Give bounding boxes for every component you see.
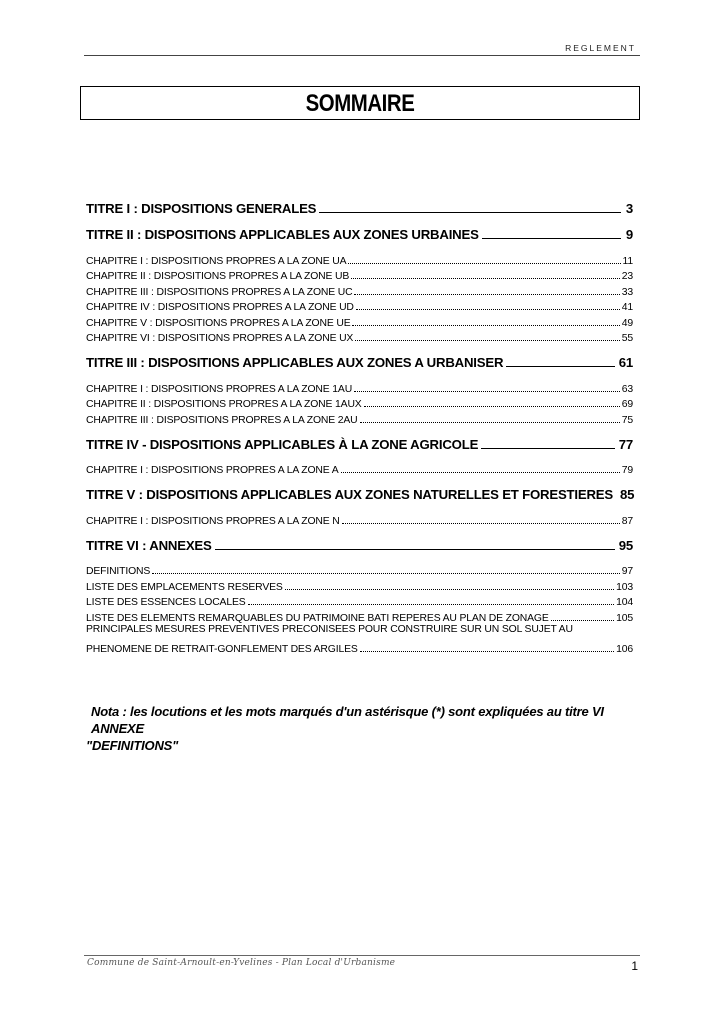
dotted-leader [356, 309, 620, 310]
leader-line [319, 212, 621, 213]
toc-annexe-entry-line1[interactable] [86, 624, 633, 640]
dotted-leader [364, 406, 620, 407]
table-of-contents [86, 198, 633, 655]
toc-page-number: 63 [621, 383, 633, 395]
dotted-leader [285, 589, 614, 590]
toc-titre-label: TITRE VI : ANNEXES [86, 537, 212, 553]
toc-chapitre[interactable] [86, 379, 633, 395]
toc-chapitre[interactable] [86, 395, 633, 411]
note-line-1: Nota : les locutions et les mots marqués d'un astérisque (*) sont expliquées au titre VI ANNEXE [91, 704, 604, 736]
dotted-leader [152, 573, 620, 574]
toc-annexe-entry[interactable] [86, 608, 633, 624]
footer-rule [84, 955, 640, 956]
toc-annexe-entry[interactable] [86, 639, 633, 655]
toc-page-number: 69 [621, 399, 633, 410]
toc-page-number: 9 [625, 227, 633, 242]
toc-chapitre-label: CHAPITRE IV : DISPOSITIONS PROPRES A LA ZONE UD [86, 302, 354, 313]
toc-page-number: 33 [621, 286, 633, 298]
dotted-leader [348, 263, 620, 264]
toc-titre-4[interactable] [86, 434, 633, 452]
toc-annexe-entry[interactable] [86, 577, 633, 593]
toc-titre-label: TITRE V : DISPOSITIONS APPLICABLES AUX ZONES NATURELLES ET FORESTIERES [86, 487, 613, 502]
toc-page-number: 85 [619, 487, 635, 502]
toc-chapitre-label: CHAPITRE II : DISPOSITIONS PROPRES A LA ZONE UB [86, 271, 350, 282]
toc-page-number: 87 [621, 515, 633, 527]
toc-page-number: 95 [618, 537, 633, 553]
toc-chapitre-label: CHAPITRE I : DISPOSITIONS PROPRES A LA ZONE A [86, 465, 339, 476]
dotted-leader [341, 472, 620, 473]
toc-page-number: 79 [621, 465, 633, 476]
toc-entry-label: LISTE DES ESSENCES LOCALES [86, 597, 246, 608]
toc-entry-label: DEFINITIONS [86, 566, 151, 577]
toc-entry-label: LISTE DES EMPLACEMENTS RESERVES [86, 581, 283, 593]
toc-titre-6[interactable] [86, 535, 633, 553]
toc-annexe-entry[interactable] [86, 562, 633, 578]
toc-page-number: 103 [616, 581, 633, 593]
header-rule [84, 55, 640, 56]
toc-page-number: 23 [621, 271, 633, 282]
page-title: SOMMAIRE [305, 90, 415, 117]
leader-line [506, 366, 614, 367]
footer-text: Commune de Saint-Arnoult-en-Yvelines - Plan Local d'Urbanisme [87, 958, 396, 968]
toc-entry-label: PRINCIPALES MESURES PREVENTIVES PRECONISEES POUR CONSTRUIRE SUR UN SOL SUJET AU [86, 623, 573, 635]
toc-chapitre-label: CHAPITRE VI : DISPOSITIONS PROPRES A LA ZONE UX [86, 333, 354, 344]
toc-page-number: 77 [618, 436, 633, 452]
toc-annexe-entry[interactable] [86, 593, 633, 609]
title-box [80, 86, 640, 120]
toc-page-number: 55 [621, 333, 633, 344]
toc-chapitre[interactable] [86, 313, 633, 329]
toc-chapitre[interactable] [86, 251, 633, 267]
toc-titre-1[interactable] [86, 198, 633, 216]
nota-note [86, 703, 651, 754]
header-label: REGLEMENT [565, 43, 636, 53]
toc-chapitre-label: CHAPITRE V : DISPOSITIONS PROPRES A LA ZONE UE [86, 317, 351, 329]
dotted-leader [342, 523, 620, 524]
page-number: 1 [631, 959, 638, 973]
toc-page-number: 104 [616, 597, 633, 608]
note-line-2: "DEFINITIONS" [86, 738, 179, 753]
dotted-leader [551, 620, 614, 621]
dotted-leader [248, 604, 615, 605]
toc-chapitre-label: CHAPITRE III : DISPOSITIONS PROPRES A LA ZONE UC [86, 286, 353, 298]
toc-titre-3[interactable] [86, 352, 633, 370]
toc-titre-label: TITRE II : DISPOSITIONS APPLICABLES AUX ZONES URBAINES [86, 227, 479, 242]
toc-titre-label: TITRE I : DISPOSITIONS GENERALES [86, 201, 317, 216]
toc-chapitre[interactable] [86, 282, 633, 298]
dotted-leader [354, 294, 619, 295]
toc-titre-label: TITRE IV - DISPOSITIONS APPLICABLES À LA ZONE AGRICOLE [86, 436, 479, 452]
dotted-leader [354, 391, 620, 392]
toc-chapitre[interactable] [86, 511, 633, 527]
toc-chapitre[interactable] [86, 298, 633, 314]
toc-chapitre-label: CHAPITRE I : DISPOSITIONS PROPRES A LA ZONE N [86, 515, 340, 527]
dotted-leader [351, 278, 620, 279]
toc-entry-label: PHENOMENE DE RETRAIT-GONFLEMENT DES ARGILES [86, 643, 358, 655]
toc-chapitre-label: CHAPITRE I : DISPOSITIONS PROPRES A LA ZONE 1AU [86, 383, 353, 395]
toc-titre-label: TITRE III : DISPOSITIONS APPLICABLES AUX ZONES A URBANISER [86, 355, 504, 370]
toc-chapitre[interactable] [86, 461, 633, 477]
dotted-leader [352, 325, 619, 326]
toc-page-number: 41 [621, 302, 633, 313]
dotted-leader [360, 422, 620, 423]
toc-titre-5[interactable] [86, 484, 633, 502]
toc-chapitre-label: CHAPITRE III : DISPOSITIONS PROPRES A LA ZONE 2AU [86, 414, 358, 426]
dotted-leader [360, 651, 614, 652]
toc-page-number: 105 [616, 612, 633, 624]
leader-line [215, 549, 615, 550]
toc-chapitre-label: CHAPITRE I : DISPOSITIONS PROPRES A LA ZONE UA [86, 255, 347, 267]
toc-page-number: 11 [622, 255, 633, 267]
dotted-leader [355, 340, 620, 341]
toc-chapitre[interactable] [86, 329, 633, 345]
toc-page-number: 97 [621, 566, 633, 577]
toc-entry-label: LISTE DES ELEMENTS REMARQUABLES DU PATRIMOINE BATI REPERES AU PLAN DE ZONAGE [86, 612, 549, 624]
toc-titre-2[interactable] [86, 224, 633, 242]
toc-chapitre-label: CHAPITRE II : DISPOSITIONS PROPRES A LA ZONE 1AUX [86, 399, 362, 410]
toc-page-number: 49 [621, 317, 633, 329]
toc-page-number: 61 [618, 355, 633, 370]
toc-chapitre[interactable] [86, 410, 633, 426]
toc-page-number: 75 [621, 414, 633, 426]
toc-chapitre[interactable] [86, 267, 633, 283]
leader-line [482, 238, 621, 239]
leader-line [481, 448, 615, 449]
toc-page-number: 106 [616, 643, 633, 655]
toc-page-number: 3 [625, 201, 633, 216]
